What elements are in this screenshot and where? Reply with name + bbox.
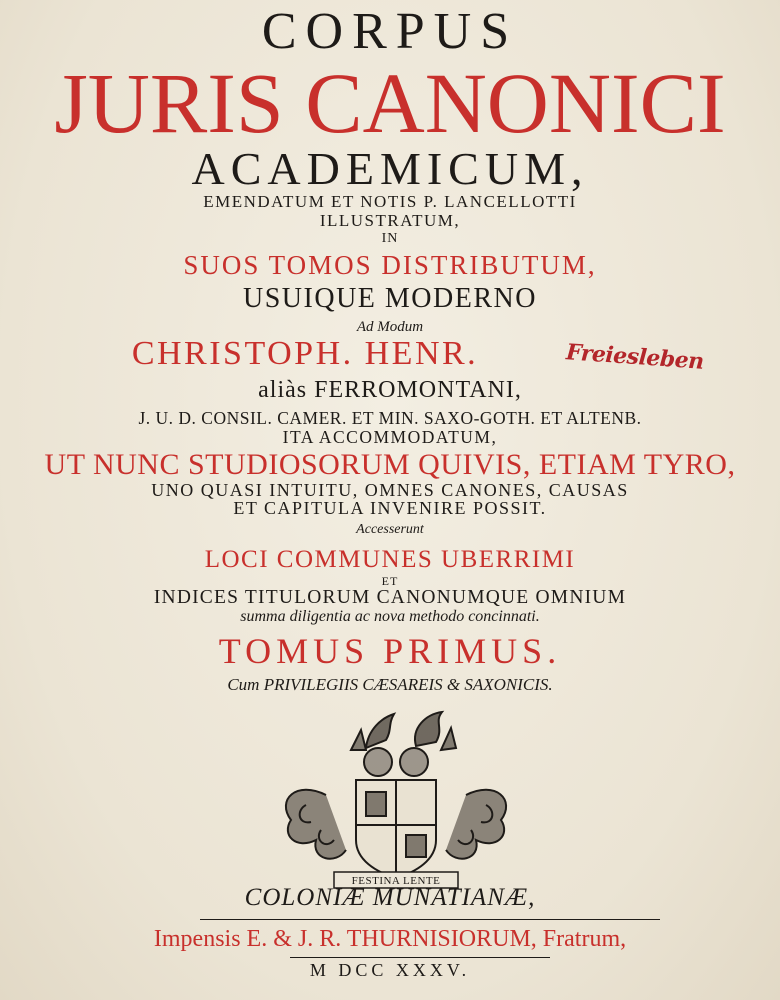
title-academicum: ACADEMICUM, <box>191 143 589 194</box>
line-suos-tomos: SUOS TOMOS DISTRIBUTUM, <box>183 250 597 280</box>
line-impensis: Impensis E. & J. R. THURNISIORUM, Fratrum, <box>153 926 627 952</box>
line-indices: INDICES TITULORUM CANONUMQUE OMNIUM <box>153 587 627 608</box>
handwritten-signature: Freiesleben <box>565 339 705 375</box>
line-ad-modum: Ad Modum <box>356 319 424 335</box>
line-illustratum: ILLUSTRATUM, <box>319 211 461 230</box>
line-emendatum: EMENDATUM ET NOTIS P. LANCELLOTTI <box>203 192 577 211</box>
author-christoph: CHRISTOPH. HENR. <box>131 335 479 372</box>
line-in: IN <box>381 231 399 246</box>
line-et-capitula: ET CAPITULA INVENIRE POSSIT. <box>233 498 547 518</box>
line-ut-nunc: UT NUNC STUDIOSORUM QUIVIS, ETIAM TYRO, <box>44 448 736 481</box>
title-juris-canonici: JURIS CANONICI <box>54 55 726 151</box>
title-corpus: CORPUS <box>261 3 519 60</box>
volume-title: TOMUS PRIMUS. <box>218 631 562 671</box>
publication-year: M DCC XXXV. <box>309 960 471 980</box>
line-coloniae: COLONIÆ MUNATIANÆ, <box>244 884 536 911</box>
divider-rule-short <box>290 957 550 958</box>
line-ita-accommodatum: ITA ACCOMMODATUM, <box>282 427 498 447</box>
emblem-motto: FESTINA LENTE <box>351 875 441 887</box>
line-uno-quasi: UNO QUASI INTUITU, OMNES CANONES, CAUSAS <box>151 480 629 500</box>
line-et: ET <box>381 574 399 588</box>
line-alias-ferromontani: aliàs FERROMONTANI, <box>258 377 522 403</box>
line-usuique-moderno: USUIQUE MODERNO <box>243 283 537 314</box>
line-loci-communes: LOCI COMMUNES UBERRIMI <box>204 546 576 573</box>
printer-emblem-icon <box>266 700 526 890</box>
line-jud-consil: J. U. D. CONSIL. CAMER. ET MIN. SAXO-GOTH. ET ALTENB. <box>138 408 642 428</box>
line-privilegiis: Cum PRIVILEGIIS CÆSAREIS & SAXONICIS. <box>227 675 553 694</box>
line-accesserunt: Accesserunt <box>356 522 424 537</box>
divider-rule <box>200 919 660 920</box>
line-summa-diligentia: summa diligentia ac nova methodo concinnati. <box>240 608 540 625</box>
